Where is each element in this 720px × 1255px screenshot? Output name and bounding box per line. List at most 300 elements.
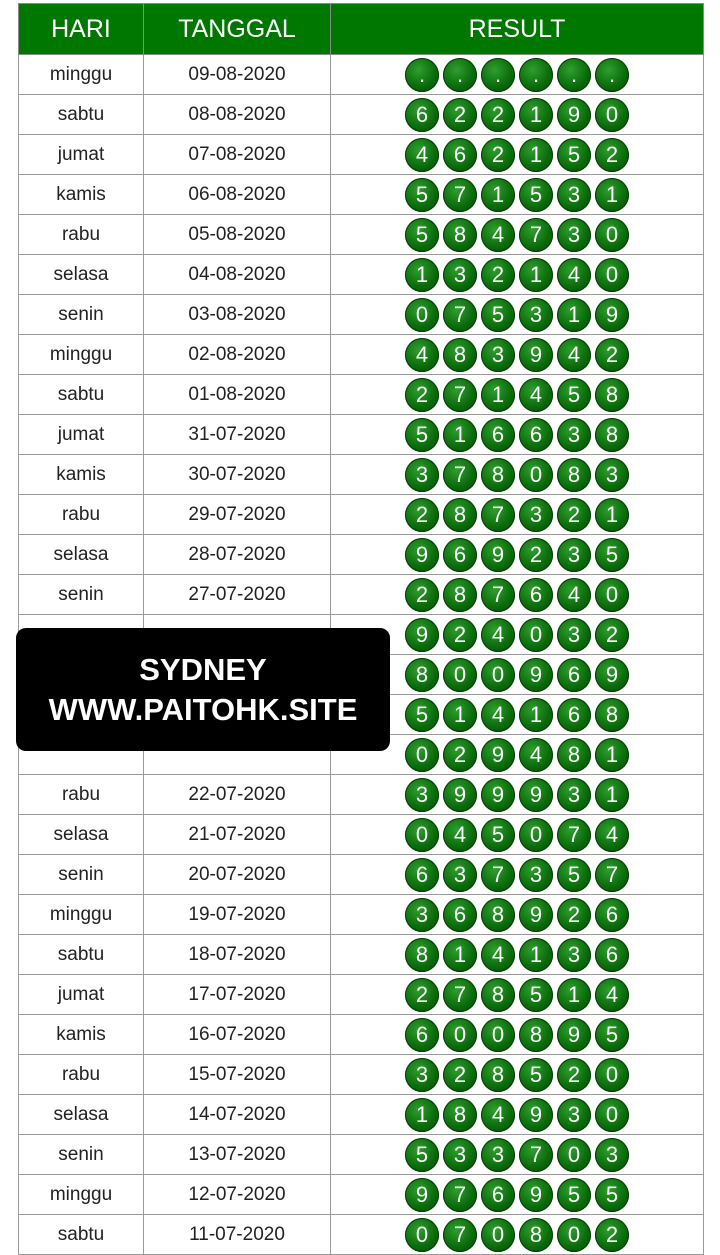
result-ball: 8 <box>481 1058 515 1092</box>
cell-tanggal: 17-07-2020 <box>144 975 331 1015</box>
cell-tanggal: 16-07-2020 <box>144 1015 331 1055</box>
result-ball: 4 <box>519 378 553 412</box>
result-ball: 6 <box>557 698 591 732</box>
result-ball: 3 <box>557 938 591 972</box>
result-ball: 1 <box>481 378 515 412</box>
cell-result <box>331 495 704 535</box>
result-ball: 2 <box>405 978 439 1012</box>
result-ball: 2 <box>443 738 477 772</box>
result-ball: 3 <box>557 218 591 252</box>
cell-hari: minggu <box>19 895 144 935</box>
cell-result <box>331 1135 704 1175</box>
result-balls <box>331 778 703 812</box>
header-result: RESULT <box>331 4 704 55</box>
cell-hari: selasa <box>19 535 144 575</box>
result-ball: 0 <box>595 1058 629 1092</box>
result-ball: 3 <box>519 298 553 332</box>
result-ball: 3 <box>443 258 477 292</box>
result-ball: 8 <box>557 738 591 772</box>
cell-hari: senin <box>19 295 144 335</box>
result-ball: 9 <box>481 538 515 572</box>
result-ball: 6 <box>519 418 553 452</box>
cell-result <box>331 935 704 975</box>
result-ball: 2 <box>595 1218 629 1252</box>
result-ball: 4 <box>481 1098 515 1132</box>
table-row <box>19 495 704 535</box>
cell-hari: minggu <box>19 1175 144 1215</box>
result-ball: 7 <box>443 1218 477 1252</box>
cell-result <box>331 175 704 215</box>
table-row <box>19 455 704 495</box>
result-balls <box>331 218 703 252</box>
result-ball: 4 <box>405 138 439 172</box>
result-ball: 5 <box>405 418 439 452</box>
result-ball: 2 <box>519 538 553 572</box>
result-ball: 3 <box>405 1058 439 1092</box>
cell-tanggal: 15-07-2020 <box>144 1055 331 1095</box>
result-ball: 8 <box>405 658 439 692</box>
result-ball: 8 <box>595 418 629 452</box>
table-row <box>19 255 704 295</box>
table-row <box>19 335 704 375</box>
table-row <box>19 375 704 415</box>
cell-tanggal: 13-07-2020 <box>144 1135 331 1175</box>
table-row <box>19 1055 704 1095</box>
result-balls <box>331 178 703 212</box>
table-row <box>19 535 704 575</box>
result-ball: 2 <box>595 138 629 172</box>
cell-tanggal: 06-08-2020 <box>144 175 331 215</box>
result-ball: 3 <box>519 498 553 532</box>
cell-tanggal: 19-07-2020 <box>144 895 331 935</box>
table-row <box>19 215 704 255</box>
result-ball: 1 <box>595 178 629 212</box>
result-ball: 3 <box>557 178 591 212</box>
result-ball: . <box>481 58 515 92</box>
cell-hari: senin <box>19 1135 144 1175</box>
result-ball: 1 <box>519 698 553 732</box>
result-balls <box>331 898 703 932</box>
result-ball: 3 <box>595 458 629 492</box>
cell-tanggal: 20-07-2020 <box>144 855 331 895</box>
result-ball: 9 <box>519 338 553 372</box>
cell-result <box>331 295 704 335</box>
result-ball: 6 <box>595 938 629 972</box>
cell-hari: selasa <box>19 815 144 855</box>
result-ball: 5 <box>519 178 553 212</box>
result-ball: 4 <box>405 338 439 372</box>
result-ball: 8 <box>519 1018 553 1052</box>
result-ball: 4 <box>481 698 515 732</box>
result-ball: 7 <box>519 1138 553 1172</box>
header-hari: HARI <box>19 4 144 55</box>
result-ball: 6 <box>405 1018 439 1052</box>
result-ball: 2 <box>595 338 629 372</box>
result-ball: 0 <box>405 298 439 332</box>
result-balls <box>331 418 703 452</box>
table-row <box>19 1215 704 1255</box>
result-ball: 9 <box>443 778 477 812</box>
cell-hari: rabu <box>19 495 144 535</box>
result-ball: 6 <box>557 658 591 692</box>
result-balls <box>331 498 703 532</box>
watermark-banner <box>16 628 390 751</box>
result-ball: 8 <box>443 218 477 252</box>
cell-hari: rabu <box>19 215 144 255</box>
cell-tanggal: 01-08-2020 <box>144 375 331 415</box>
result-ball: 5 <box>405 218 439 252</box>
result-ball: 8 <box>519 1218 553 1252</box>
result-ball: 1 <box>443 418 477 452</box>
result-ball: 8 <box>481 458 515 492</box>
cell-hari: sabtu <box>19 1215 144 1255</box>
cell-tanggal: 28-07-2020 <box>144 535 331 575</box>
result-ball: 8 <box>443 578 477 612</box>
cell-tanggal: 27-07-2020 <box>144 575 331 615</box>
result-ball: 5 <box>557 378 591 412</box>
cell-hari: rabu <box>19 1055 144 1095</box>
cell-result <box>331 255 704 295</box>
result-ball: 0 <box>405 738 439 772</box>
result-ball: 4 <box>481 938 515 972</box>
result-ball: 7 <box>443 1178 477 1212</box>
cell-tanggal: 02-08-2020 <box>144 335 331 375</box>
result-ball: 0 <box>557 1218 591 1252</box>
result-ball: 8 <box>443 338 477 372</box>
result-ball: . <box>405 58 439 92</box>
result-ball: 5 <box>557 138 591 172</box>
result-ball: 1 <box>595 778 629 812</box>
result-ball: 5 <box>557 1178 591 1212</box>
result-ball: 7 <box>443 298 477 332</box>
result-balls <box>331 858 703 892</box>
result-ball: 3 <box>557 778 591 812</box>
result-ball: 5 <box>481 298 515 332</box>
result-ball: 1 <box>519 138 553 172</box>
result-ball: 2 <box>405 378 439 412</box>
cell-hari: kamis <box>19 1015 144 1055</box>
result-ball: 2 <box>405 498 439 532</box>
cell-result <box>331 1175 704 1215</box>
result-ball: 2 <box>443 1058 477 1092</box>
result-ball: 8 <box>443 498 477 532</box>
result-ball: 2 <box>557 1058 591 1092</box>
result-ball: 3 <box>443 858 477 892</box>
result-ball: 7 <box>557 818 591 852</box>
cell-result <box>331 855 704 895</box>
result-ball: 8 <box>557 458 591 492</box>
result-ball: 8 <box>481 978 515 1012</box>
result-ball: 5 <box>595 1178 629 1212</box>
result-ball: 1 <box>519 938 553 972</box>
cell-tanggal: 14-07-2020 <box>144 1095 331 1135</box>
cell-result <box>331 1055 704 1095</box>
result-ball: 5 <box>595 1018 629 1052</box>
table-row <box>19 815 704 855</box>
result-ball: 4 <box>557 258 591 292</box>
table-row <box>19 175 704 215</box>
cell-tanggal: 03-08-2020 <box>144 295 331 335</box>
result-balls <box>331 1058 703 1092</box>
result-ball: 3 <box>443 1138 477 1172</box>
result-ball: 7 <box>443 458 477 492</box>
table-row <box>19 295 704 335</box>
result-balls <box>331 98 703 132</box>
cell-hari: jumat <box>19 135 144 175</box>
result-ball: 9 <box>595 658 629 692</box>
cell-result <box>331 815 704 855</box>
result-ball: 3 <box>481 338 515 372</box>
result-ball: . <box>557 58 591 92</box>
result-ball: 9 <box>481 738 515 772</box>
result-ball: 6 <box>481 418 515 452</box>
table-row <box>19 895 704 935</box>
cell-result <box>331 975 704 1015</box>
result-ball: 2 <box>443 98 477 132</box>
result-ball: 6 <box>443 138 477 172</box>
result-balls <box>331 538 703 572</box>
result-ball: 4 <box>557 338 591 372</box>
result-ball: 5 <box>481 818 515 852</box>
result-ball: 1 <box>557 298 591 332</box>
cell-tanggal: 22-07-2020 <box>144 775 331 815</box>
result-ball: 8 <box>443 1098 477 1132</box>
cell-result <box>331 335 704 375</box>
result-ball: 0 <box>481 658 515 692</box>
result-balls <box>331 1018 703 1052</box>
cell-tanggal: 11-07-2020 <box>144 1215 331 1255</box>
result-ball: 7 <box>481 858 515 892</box>
cell-hari: senin <box>19 855 144 895</box>
result-ball: 0 <box>519 458 553 492</box>
result-ball: 3 <box>557 538 591 572</box>
result-ball: 3 <box>405 458 439 492</box>
result-ball: 6 <box>405 98 439 132</box>
result-ball: 9 <box>405 1178 439 1212</box>
watermark-url: WWW.PAITOHK.SITE <box>48 691 358 727</box>
header-tanggal: TANGGAL <box>144 4 331 55</box>
result-ball: 6 <box>443 538 477 572</box>
result-ball: 5 <box>405 178 439 212</box>
result-ball: 9 <box>519 1178 553 1212</box>
cell-hari: minggu <box>19 335 144 375</box>
result-ball: 5 <box>519 1058 553 1092</box>
result-balls <box>331 138 703 172</box>
result-ball: 8 <box>481 898 515 932</box>
cell-tanggal: 21-07-2020 <box>144 815 331 855</box>
table-row <box>19 855 704 895</box>
result-ball: 3 <box>481 1138 515 1172</box>
result-ball: 1 <box>443 698 477 732</box>
result-ball: 8 <box>595 378 629 412</box>
result-ball: 6 <box>595 898 629 932</box>
result-balls <box>331 298 703 332</box>
result-ball: 1 <box>519 258 553 292</box>
result-ball: 2 <box>481 138 515 172</box>
cell-result <box>331 215 704 255</box>
result-ball: 3 <box>405 778 439 812</box>
result-ball: 0 <box>443 658 477 692</box>
result-ball: 0 <box>405 1218 439 1252</box>
watermark-title: SYDNEY <box>139 651 267 687</box>
result-ball: 7 <box>595 858 629 892</box>
result-ball: 0 <box>595 578 629 612</box>
result-ball: 9 <box>519 658 553 692</box>
cell-result <box>331 895 704 935</box>
result-ball: 6 <box>405 858 439 892</box>
cell-hari: sabtu <box>19 95 144 135</box>
result-ball: 3 <box>519 858 553 892</box>
result-ball: 5 <box>405 1138 439 1172</box>
result-ball: 9 <box>595 298 629 332</box>
cell-tanggal: 18-07-2020 <box>144 935 331 975</box>
result-ball: 2 <box>557 898 591 932</box>
cell-hari: jumat <box>19 975 144 1015</box>
result-balls <box>331 1218 703 1252</box>
result-ball: 0 <box>519 818 553 852</box>
result-ball: 4 <box>481 618 515 652</box>
result-balls <box>331 938 703 972</box>
result-ball: 2 <box>481 98 515 132</box>
result-ball: 0 <box>519 618 553 652</box>
result-ball: 6 <box>519 578 553 612</box>
cell-result <box>331 575 704 615</box>
result-ball: 1 <box>519 98 553 132</box>
result-ball: 8 <box>405 938 439 972</box>
cell-result <box>331 775 704 815</box>
table-row <box>19 55 704 95</box>
result-ball: 9 <box>557 1018 591 1052</box>
result-ball: 3 <box>595 1138 629 1172</box>
result-ball: . <box>443 58 477 92</box>
result-ball: 6 <box>481 1178 515 1212</box>
result-ball: 4 <box>519 738 553 772</box>
cell-tanggal: 09-08-2020 <box>144 55 331 95</box>
table-header-row <box>19 4 704 55</box>
result-ball: 4 <box>557 578 591 612</box>
table-row <box>19 1095 704 1135</box>
result-balls <box>331 1178 703 1212</box>
result-ball: 0 <box>595 218 629 252</box>
result-ball: 2 <box>595 618 629 652</box>
result-balls <box>331 258 703 292</box>
table-row <box>19 1015 704 1055</box>
cell-hari: minggu <box>19 55 144 95</box>
result-balls <box>331 58 703 92</box>
result-ball: 2 <box>443 618 477 652</box>
result-ball: 3 <box>557 618 591 652</box>
result-ball: 6 <box>443 898 477 932</box>
result-ball: 3 <box>405 898 439 932</box>
result-ball: 9 <box>557 98 591 132</box>
result-balls <box>331 1138 703 1172</box>
result-ball: 7 <box>519 218 553 252</box>
cell-tanggal: 30-07-2020 <box>144 455 331 495</box>
cell-hari: sabtu <box>19 375 144 415</box>
result-ball: 1 <box>595 498 629 532</box>
result-ball: 9 <box>405 538 439 572</box>
cell-result <box>331 95 704 135</box>
cell-result <box>331 1015 704 1055</box>
result-ball: 7 <box>481 498 515 532</box>
result-ball: 5 <box>405 698 439 732</box>
table-row <box>19 135 704 175</box>
result-ball: 7 <box>443 178 477 212</box>
result-ball: 8 <box>595 698 629 732</box>
table-row <box>19 1135 704 1175</box>
table-row <box>19 95 704 135</box>
result-ball: 0 <box>481 1218 515 1252</box>
result-balls <box>331 458 703 492</box>
cell-tanggal: 07-08-2020 <box>144 135 331 175</box>
result-balls <box>331 338 703 372</box>
result-ball: 4 <box>595 818 629 852</box>
result-ball: 0 <box>595 258 629 292</box>
result-ball: 9 <box>519 778 553 812</box>
result-ball: 0 <box>443 1018 477 1052</box>
table-row <box>19 1175 704 1215</box>
cell-tanggal: 05-08-2020 <box>144 215 331 255</box>
result-balls <box>331 578 703 612</box>
table-row <box>19 935 704 975</box>
result-ball: 1 <box>595 738 629 772</box>
cell-hari: sabtu <box>19 935 144 975</box>
cell-result <box>331 1215 704 1255</box>
result-ball: 1 <box>443 938 477 972</box>
result-ball: 7 <box>481 578 515 612</box>
cell-tanggal: 31-07-2020 <box>144 415 331 455</box>
table-row <box>19 775 704 815</box>
result-ball: 1 <box>481 178 515 212</box>
cell-hari: kamis <box>19 175 144 215</box>
result-ball: 0 <box>405 818 439 852</box>
cell-tanggal: 12-07-2020 <box>144 1175 331 1215</box>
result-ball: 9 <box>481 778 515 812</box>
cell-result <box>331 415 704 455</box>
cell-tanggal: 29-07-2020 <box>144 495 331 535</box>
result-ball: 7 <box>443 378 477 412</box>
result-ball: 7 <box>443 978 477 1012</box>
cell-result <box>331 1095 704 1135</box>
result-ball: 0 <box>595 98 629 132</box>
result-ball: . <box>595 58 629 92</box>
result-ball: 2 <box>557 498 591 532</box>
cell-hari: rabu <box>19 775 144 815</box>
result-ball: 1 <box>405 1098 439 1132</box>
cell-hari: selasa <box>19 255 144 295</box>
result-balls <box>331 978 703 1012</box>
cell-result <box>331 135 704 175</box>
result-balls <box>331 818 703 852</box>
cell-result <box>331 375 704 415</box>
cell-result <box>331 455 704 495</box>
result-ball: 5 <box>595 538 629 572</box>
cell-hari: selasa <box>19 1095 144 1135</box>
result-ball: 0 <box>481 1018 515 1052</box>
result-ball: 9 <box>519 898 553 932</box>
result-ball: 4 <box>443 818 477 852</box>
cell-hari: senin <box>19 575 144 615</box>
cell-result <box>331 55 704 95</box>
table-row <box>19 415 704 455</box>
result-ball: 3 <box>557 1098 591 1132</box>
result-ball: 4 <box>595 978 629 1012</box>
result-ball: 3 <box>557 418 591 452</box>
cell-hari: kamis <box>19 455 144 495</box>
cell-tanggal: 08-08-2020 <box>144 95 331 135</box>
result-ball: 5 <box>557 858 591 892</box>
result-ball: 0 <box>595 1098 629 1132</box>
